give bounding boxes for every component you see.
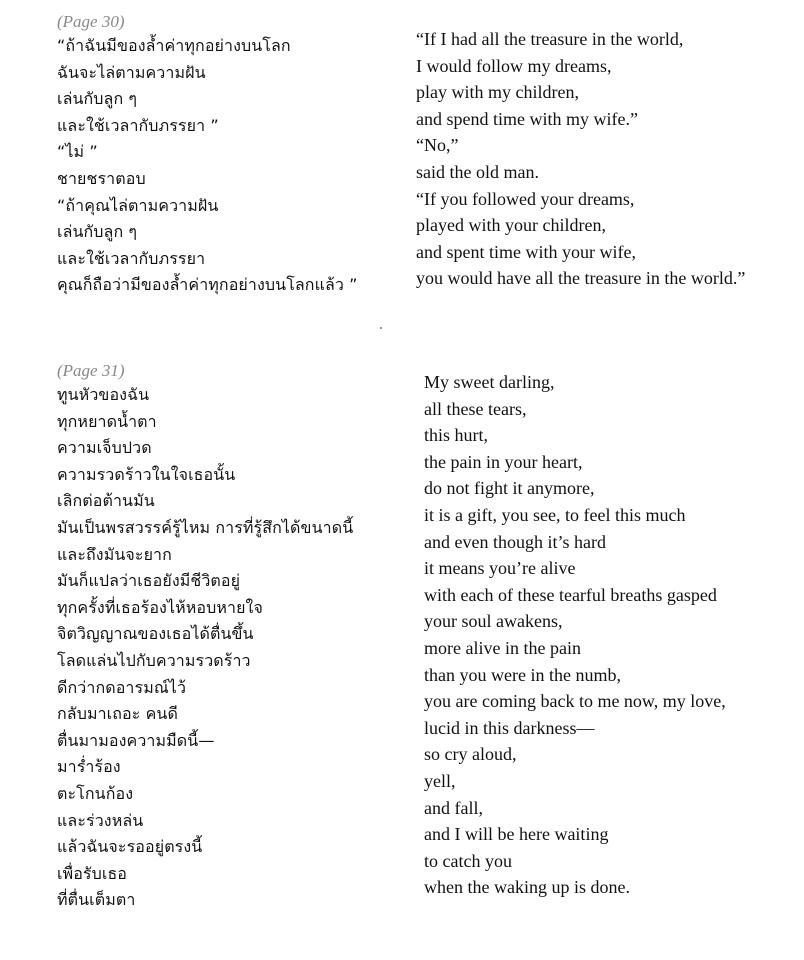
page-30-thai-column xyxy=(57,11,358,299)
thai-line: ความรวดร้าวในใจเธอนั้น xyxy=(57,464,236,484)
thai-line: เล่นกับลูก ๆ xyxy=(57,89,138,109)
english-line: so cry aloud, xyxy=(424,744,517,765)
english-line: play with my children, xyxy=(416,82,579,103)
thai-line: มันเป็นพรสวรรค์รู้ไหม การที่รู้สึกได้ขนาดนี้ xyxy=(57,517,354,537)
thai-line: ตื่นมามองความมืดนี้— xyxy=(57,730,215,750)
thai-line: ทุกหยาดน้ำตา xyxy=(57,411,157,431)
english-line: than you were in the numb, xyxy=(424,664,621,685)
thai-line: และถึงมันจะยาก xyxy=(57,544,172,564)
thai-line: เล่นกับลูก ๆ xyxy=(57,222,138,242)
thai-line: มันก็แปลว่าเธอยังมีชีวิตอยู่ xyxy=(57,571,241,591)
thai-line: ฉันจะไล่ตามความฝัน xyxy=(57,62,206,82)
page-31-thai-column xyxy=(57,360,353,914)
thai-line: และร่วงหล่น xyxy=(57,810,144,830)
english-line: My sweet darling, xyxy=(424,372,555,392)
thai-line: มาร่ำร้อง xyxy=(57,757,121,777)
english-line: I would follow my dreams, xyxy=(416,55,612,76)
thai-line: คุณก็ถือว่ามีของล้ำค่าทุกอย่างบนโลกแล้ว ” xyxy=(57,275,358,295)
thai-line: ความเจ็บปวด xyxy=(57,438,152,458)
english-line: yell, xyxy=(424,770,456,791)
page-30-label: (Page 30) xyxy=(57,12,125,31)
thai-line: แล้วฉันจะรออยู่ตรงนี้ xyxy=(57,837,203,857)
english-line: and spend time with my wife.” xyxy=(416,108,638,129)
page-31-english-column xyxy=(424,369,726,901)
page-30-english-column xyxy=(416,26,745,292)
page-31-label: (Page 31) xyxy=(57,361,125,380)
english-line: you are coming back to me now, my love, xyxy=(424,691,726,712)
thai-line: ตะโกนก้อง xyxy=(57,783,134,803)
thai-line: จิตวิญญาณของเธอได้ตื่นขึ้น xyxy=(57,624,254,644)
thai-line: เพื่อรับเธอ xyxy=(57,863,128,883)
thai-line: กลับมาเถอะ คนดี xyxy=(57,704,178,724)
thai-line: ทุกครั้งที่เธอร้องไห้หอบหายใจ xyxy=(57,597,263,617)
page-31-thai-lines xyxy=(57,382,353,914)
thai-line: ที่ตื่นเต็มตา xyxy=(57,890,136,910)
english-line: lucid in this darkness— xyxy=(424,717,595,738)
english-line: “If I had all the treasure in the world, xyxy=(416,29,684,49)
english-line: and I will be here waiting xyxy=(424,824,609,845)
thai-line: โลดแล่นไปกับความรวดร้าว xyxy=(57,650,251,670)
english-line: all these tears, xyxy=(424,398,527,419)
english-line: “If you followed your dreams, xyxy=(416,188,635,209)
english-line: and even though it’s hard xyxy=(424,531,606,552)
thai-line: ดีกว่ากดอารมณ์ไว้ xyxy=(57,677,187,697)
english-line: you would have all the treasure in the world.” xyxy=(416,268,746,289)
english-line: and fall, xyxy=(424,797,483,818)
english-line: with each of these tearful breaths gasped xyxy=(424,584,717,605)
thai-line: ทูนหัวของฉัน xyxy=(57,385,150,404)
english-line: played with your children, xyxy=(416,215,606,236)
english-line: when the waking up is done. xyxy=(424,877,630,898)
english-line: this hurt, xyxy=(424,425,489,446)
english-line: “No,” xyxy=(416,135,459,156)
thai-line: “ถ้าฉันมีของล้ำค่าทุกอย่างบนโลก xyxy=(57,36,291,55)
thai-line: และใช้เวลากับภรรยา ” xyxy=(57,115,219,135)
english-line: do not fight it anymore, xyxy=(424,478,595,499)
english-line: the pain in your heart, xyxy=(424,451,583,472)
thai-line: “ถ้าคุณไล่ตามความฝัน xyxy=(57,195,219,215)
thai-line: เลิกต่อต้านมัน xyxy=(57,491,155,511)
english-line: your soul awakens, xyxy=(424,611,563,632)
english-line: it means you’re alive xyxy=(424,558,576,579)
stray-dot xyxy=(380,327,382,329)
thai-line: “ไม่ ” xyxy=(57,142,98,162)
english-line: to catch you xyxy=(424,850,512,871)
page-30-thai-lines xyxy=(57,33,358,299)
thai-line: ชายชราตอบ xyxy=(57,168,146,188)
thai-line: และใช้เวลากับภรรยา xyxy=(57,248,206,268)
english-line: said the old man. xyxy=(416,161,539,182)
english-line: it is a gift, you see, to feel this much xyxy=(424,504,686,525)
english-line: more alive in the pain xyxy=(424,637,581,658)
english-line: and spent time with your wife, xyxy=(416,241,636,262)
